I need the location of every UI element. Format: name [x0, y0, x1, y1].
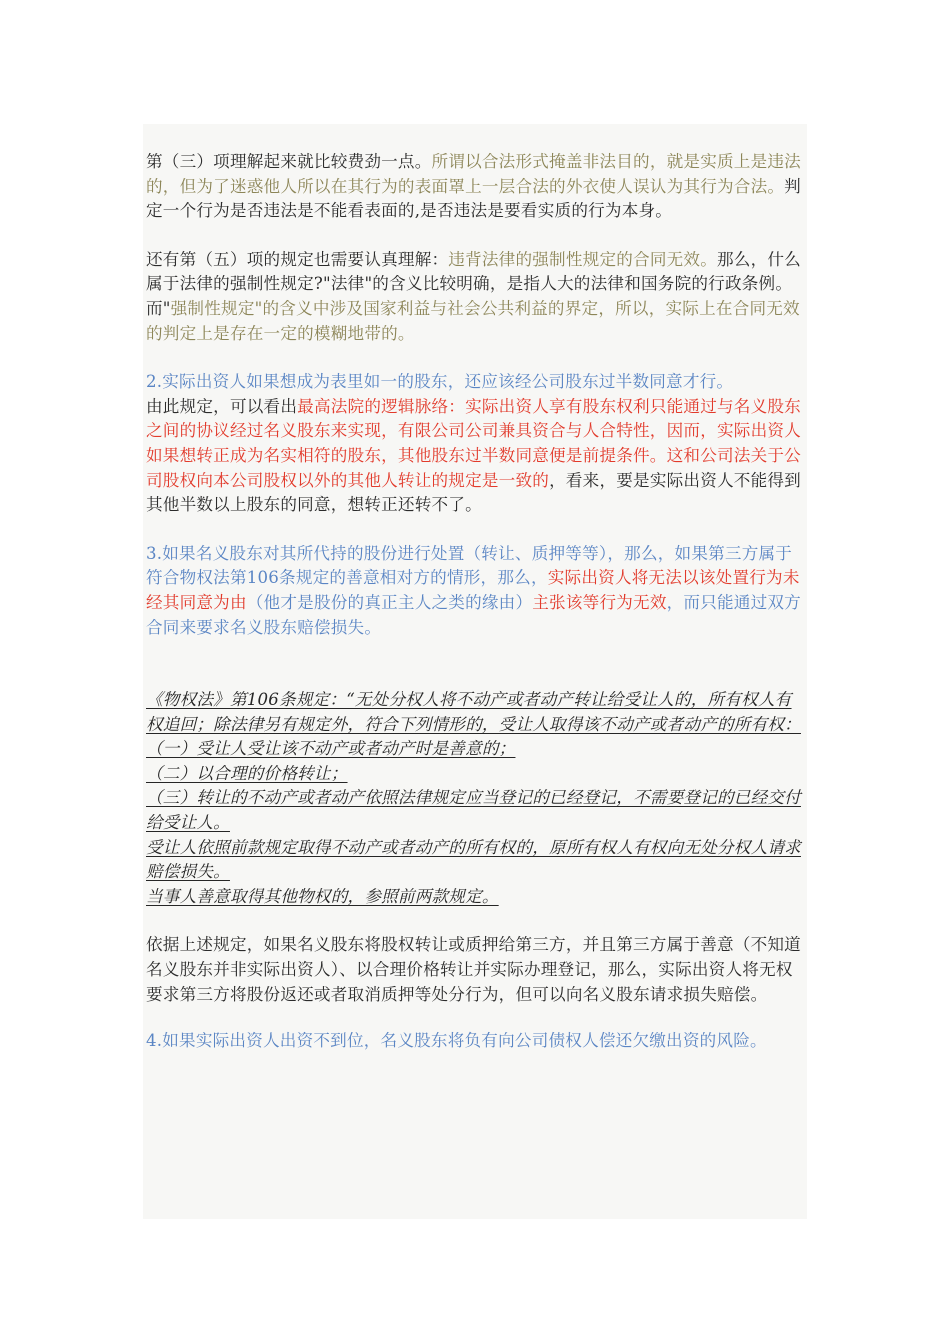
- law-line: 当事人善意取得其他物权的，参照前两款规定。: [146, 886, 499, 906]
- law-line: 受让人依照前款规定取得不动产或者动产的所有权的，原所有权人有权向无处分权人请求赔偿损失。: [146, 837, 801, 882]
- highlight-red: 主张该等行为无效: [532, 592, 667, 612]
- law-line: （二）以合理的价格转让；: [146, 763, 348, 783]
- paragraph-analysis: 依据上述规定，如果名义股东将股权转让或质押给第三方，并且第三方属于善意（不知道名义股东并非实际出资人）、以合理价格转让并实际办理登记，那么，实际出资人将无权要求第三方将股份返还或者取消质押等处分行为，但可以向名义股东请求损失赔偿。: [146, 935, 801, 1004]
- highlight-olive: 违背法律的强制性规定的合同无效。: [448, 249, 717, 269]
- point-heading: 3.如果名义股东对其所代持的股份进行处置（转让、质押等等），那么，如果第三方属于符合物权法第106条规定的善意相对方的情形，那么，: [146, 543, 793, 588]
- article-body: [146, 150, 808, 1054]
- law-line: （三）转让的不动产或者动产依照法律规定应当登记的已经登记，不需要登记的已经交付给受让人。: [146, 788, 801, 833]
- highlight-olive: 强制性规定"的含义中涉及国家利益与社会公共利益的界定，所以，实际上在合同无效的判定上是存在一定的模糊地带的。: [146, 298, 800, 343]
- highlight-olive: 所谓以合法形式掩盖非法目的，就是实质上是违法的，但为了迷惑他人所以在其行为的表面罩上一层合法的外衣使人误认为其行为合法。: [146, 152, 801, 196]
- law-line: （一）受让人受让该不动产或者动产时是善意的；: [146, 739, 516, 759]
- text-span: 还有第（五）项的规定也需要认真理解：: [146, 249, 449, 269]
- text-span: 判定一个行为是否违法是不能看表面的,是否违法是要看实质的行为本身。: [146, 176, 801, 221]
- spacer: [146, 518, 808, 542]
- text-span: 第（三）项理解起来就比较费劲一点。: [146, 152, 432, 171]
- law-line: 《物权法》第106条规定：“无处分权人将不动产或者动产转让给受让人的，所有权人有权追回；除法律另有规定外，符合下列情形的，受让人取得该不动产或者动产的所有权：: [146, 690, 801, 734]
- spacer: [146, 640, 808, 688]
- text-span: 由此规定，可以看出: [146, 396, 298, 416]
- spacer: [146, 346, 808, 370]
- paragraph-item-3: [146, 150, 808, 224]
- text-span: 那么，什么属于法律的强制性规定?"法律"的含义比较明确，是指人大的法律和国务院的行政条例。而": [146, 249, 801, 318]
- spacer: [146, 1007, 808, 1029]
- spacer: [146, 909, 808, 933]
- law-quote-block: [146, 688, 808, 909]
- highlight-red: 最高法院的逻辑脉络：实际出资人享有股东权利只能通过与名义股东之间的协议经过名义股东来实现，有限公司公司兼具资合与人合特性，因而，实际出资人如果想转正成为名实相符的股东，其他股东过半数同意便是前提条件。这和公司法关于公司股权向本公司股权以外的其他人转让的规定是一致的: [146, 396, 801, 490]
- paragraph-item-5: [146, 248, 808, 346]
- paragraph-point-2: [146, 370, 808, 518]
- text-span: ，看来，要是实际出资人不能得到其他半数以上股东的同意，想转正还转不了。: [146, 470, 801, 515]
- point-heading: 2.实际出资人如果想成为表里如一的股东，还应该经公司股东过半数同意才行。: [146, 372, 734, 392]
- highlight-red: 实际出资人将无法以该处置行为未经其同意为由: [146, 568, 800, 612]
- paragraph-point-3: [146, 542, 808, 640]
- text-span-blue: （他才是股份的真正主人之类的缘由）: [246, 592, 533, 612]
- spacer: [146, 224, 808, 248]
- text-span-blue: ，而只能通过双方合同来要求名义股东赔偿损失。: [146, 592, 801, 637]
- paragraph-point-4: 4.如果实际出资人出资不到位，名义股东将负有向公司债权人偿还欠缴出资的风险。: [146, 1031, 767, 1051]
